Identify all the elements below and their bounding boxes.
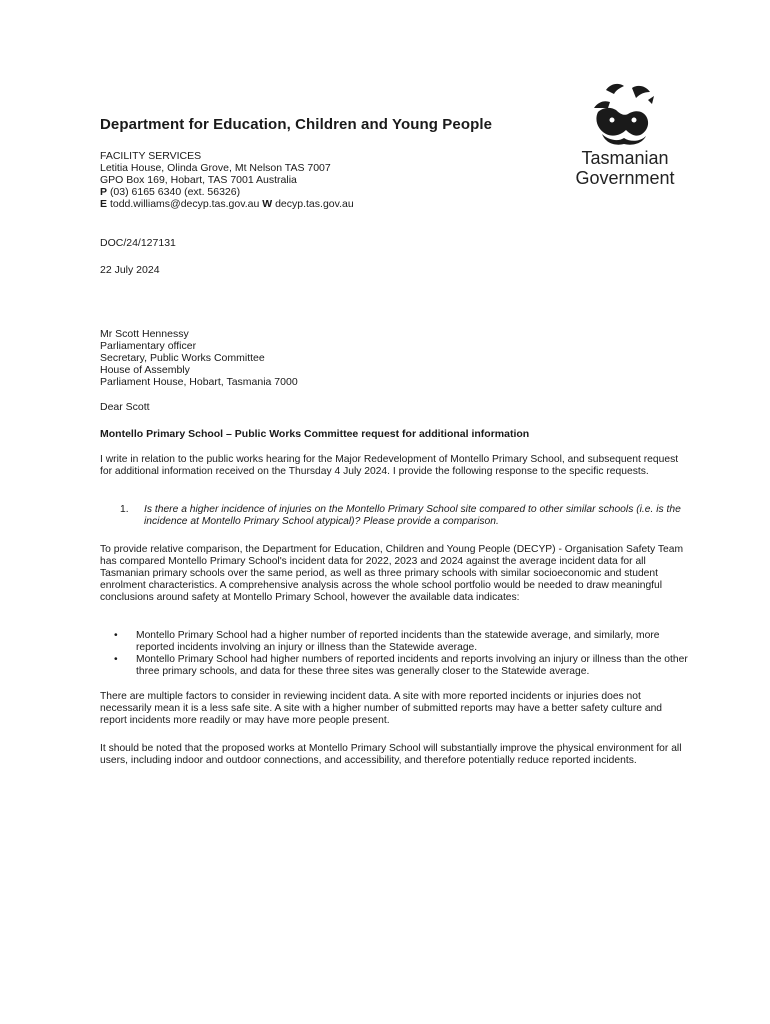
recipient-address: Parliament House, Hobart, Tasmania 7000 bbox=[100, 376, 298, 388]
intro-paragraph: I write in relation to the public works hearing for the Major Redevelopment of Montello Primary School, and subsequent request for additional information received on the Thursday 4 July 2024. I provide the following response to the specific requests. bbox=[100, 454, 679, 477]
phone-number: (03) 6165 6340 (ext. 56326) bbox=[109, 186, 241, 198]
logo-text-government: Government bbox=[575, 168, 675, 188]
factors-paragraph: There are multiple factors to consider in reviewing incident data. A site with more reported incidents or injuries does not necessarily mean it is a less safe site. A site with a higher number of submitted reports may have a better safety culture and report incidents more readily or may have more people present. bbox=[100, 691, 663, 726]
question-number: 1. bbox=[120, 504, 129, 515]
list-item bbox=[114, 654, 688, 678]
closing-paragraph: It should be noted that the proposed works at Montello Primary School will substantially improve the physical environment for all users, including indoor and outdoor connections, and accessibility, and therefore potentially reduce reported incidents. bbox=[100, 743, 682, 766]
salutation: Dear Scott bbox=[100, 401, 150, 413]
recipient-block bbox=[100, 328, 298, 388]
sender-address-line2: GPO Box 169, Hobart, TAS 7001 Australia bbox=[100, 174, 297, 186]
recipient-name: Mr Scott Hennessy bbox=[100, 328, 189, 340]
bullet-text: Montello Primary School had higher numbers of reported incidents and reports involving an injury or illness than the other three primary schools, and data for these three sites was generally closer to the Statewide average. bbox=[136, 654, 688, 677]
web-label: W bbox=[262, 198, 273, 210]
question-text: Is there a higher incidence of injuries on the Montello Primary School site compared to other similar schools (i.e. is the incidence at Montello Primary School atypical)? Please provide a comparison. bbox=[144, 504, 681, 527]
document-reference: DOC/24/127131 bbox=[100, 237, 176, 249]
tasmanian-devil-emblem-icon bbox=[588, 82, 662, 146]
tasmanian-government-logo bbox=[560, 82, 690, 192]
subject-line: Montello Primary School – Public Works Committee request for additional information bbox=[100, 428, 530, 440]
department-title: Department for Education, Children and Young People bbox=[100, 116, 493, 133]
sender-phone-line bbox=[100, 186, 354, 198]
logo-text-tasmanian: Tasmanian bbox=[581, 148, 669, 168]
letter-date: 22 July 2024 bbox=[100, 264, 160, 276]
bullet-icon: • bbox=[114, 630, 118, 641]
recipient-org: House of Assembly bbox=[100, 364, 190, 376]
sender-address-line1: Letitia House, Olinda Grove, Mt Nelson TAS 7007 bbox=[100, 162, 331, 174]
sender-contact-line bbox=[100, 198, 354, 210]
findings-list bbox=[114, 630, 688, 678]
email-label: E bbox=[100, 198, 108, 210]
sender-unit: FACILITY SERVICES bbox=[100, 150, 202, 162]
bullet-text: Montello Primary School had a higher number of reported incidents than the statewide average, and similarly, more reported incidents involving an injury or illness than the Statewide average. bbox=[136, 630, 660, 653]
recipient-title: Parliamentary officer bbox=[100, 340, 197, 352]
list-item bbox=[114, 630, 688, 654]
phone-label: P bbox=[100, 186, 108, 198]
web-address: decyp.tas.gov.au bbox=[275, 198, 354, 210]
email-address: todd.williams@decyp.tas.gov.au bbox=[109, 198, 260, 210]
bullet-icon: • bbox=[114, 654, 118, 665]
recipient-role: Secretary, Public Works Committee bbox=[100, 352, 265, 364]
sender-block bbox=[100, 150, 354, 210]
comparison-paragraph: To provide relative comparison, the Department for Education, Children and Young People (DECYP) - Organisation Safety Team has compared Montello Primary School's incident data for 2022, 2023 and 2024 against the average incident data for all Tasmanian primary schools over the same period, as well as three primary schools with similar socioeconomic and student enrolment characteristics. A comprehensive analysis across the whole school portfolio would be needed to draw meaningful conclusions around safety at Montello Primary School, however the available data indicates: bbox=[100, 544, 684, 603]
